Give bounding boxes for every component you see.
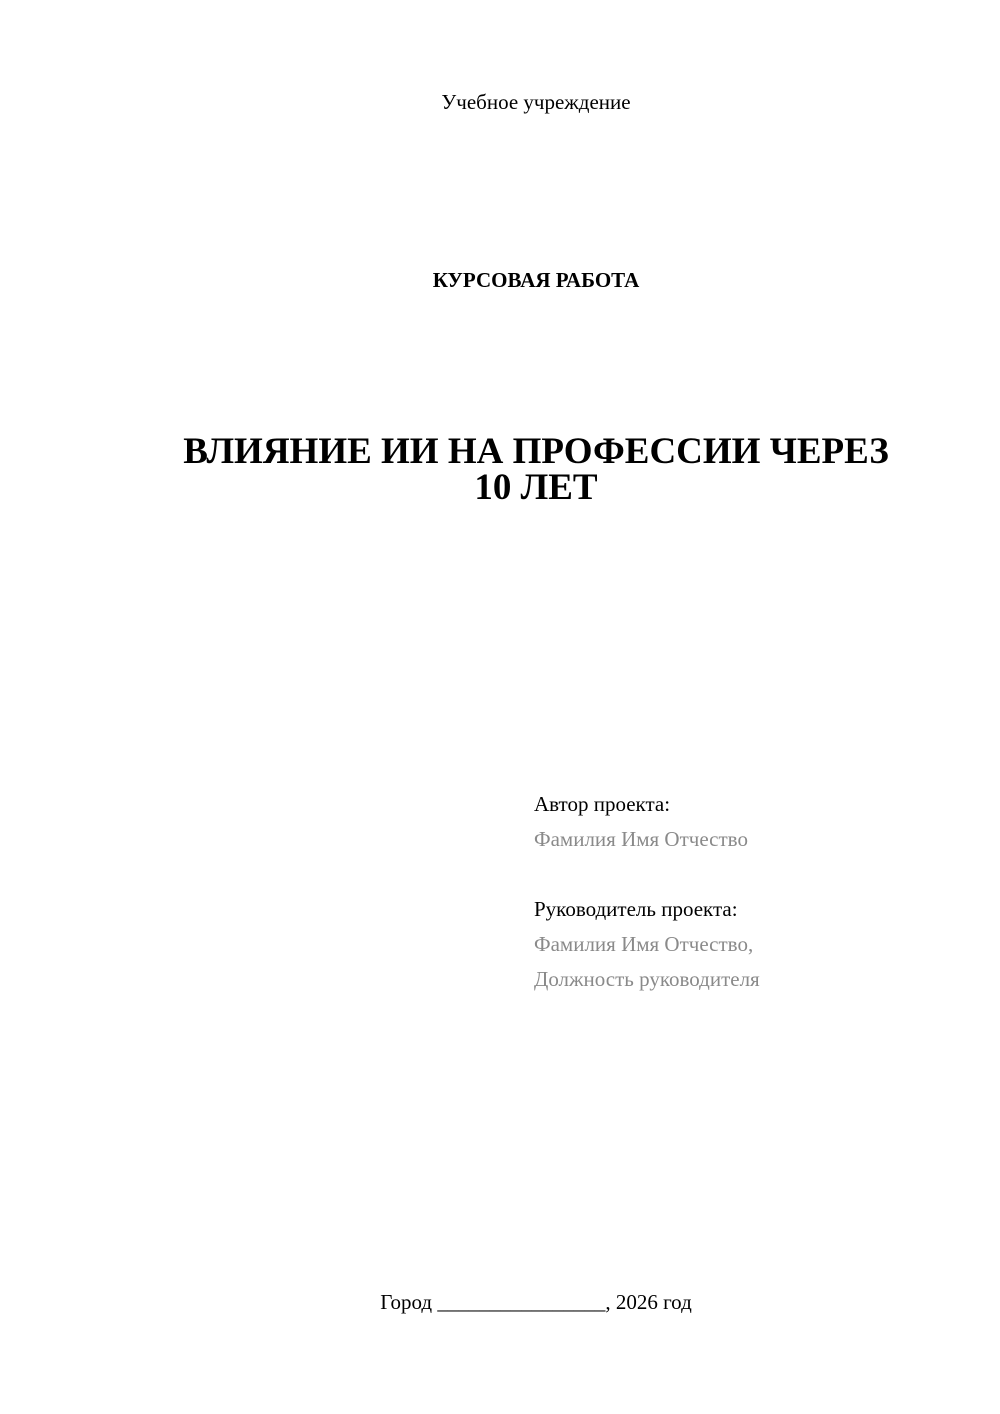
supervisor-position: Должность руководителя bbox=[534, 967, 760, 991]
document-type: КУРСОВАЯ РАБОТА bbox=[432, 268, 640, 292]
city-year-line bbox=[72, 1290, 1000, 1315]
topic-title-line-1: ВЛИЯНИЕ ИИ НА ПРОФЕССИИ ЧЕРЕЗ bbox=[183, 431, 889, 472]
institution-name: Учебное учреждение bbox=[441, 90, 631, 114]
author-name: Фамилия Имя Отчество bbox=[534, 827, 748, 851]
topic-title bbox=[160, 431, 912, 508]
author-label: Автор проекта: bbox=[534, 792, 671, 816]
supervisor-label: Руководитель проекта: bbox=[534, 897, 738, 921]
year-text: , 2026 год bbox=[605, 1290, 692, 1314]
spacer bbox=[534, 857, 760, 892]
people-block bbox=[534, 787, 760, 997]
city-label: Город bbox=[380, 1290, 433, 1314]
city-blank: ________________ bbox=[437, 1290, 606, 1314]
topic-title-line-2: 10 ЛЕТ bbox=[474, 467, 598, 508]
supervisor-name: Фамилия Имя Отчество, bbox=[534, 932, 754, 956]
